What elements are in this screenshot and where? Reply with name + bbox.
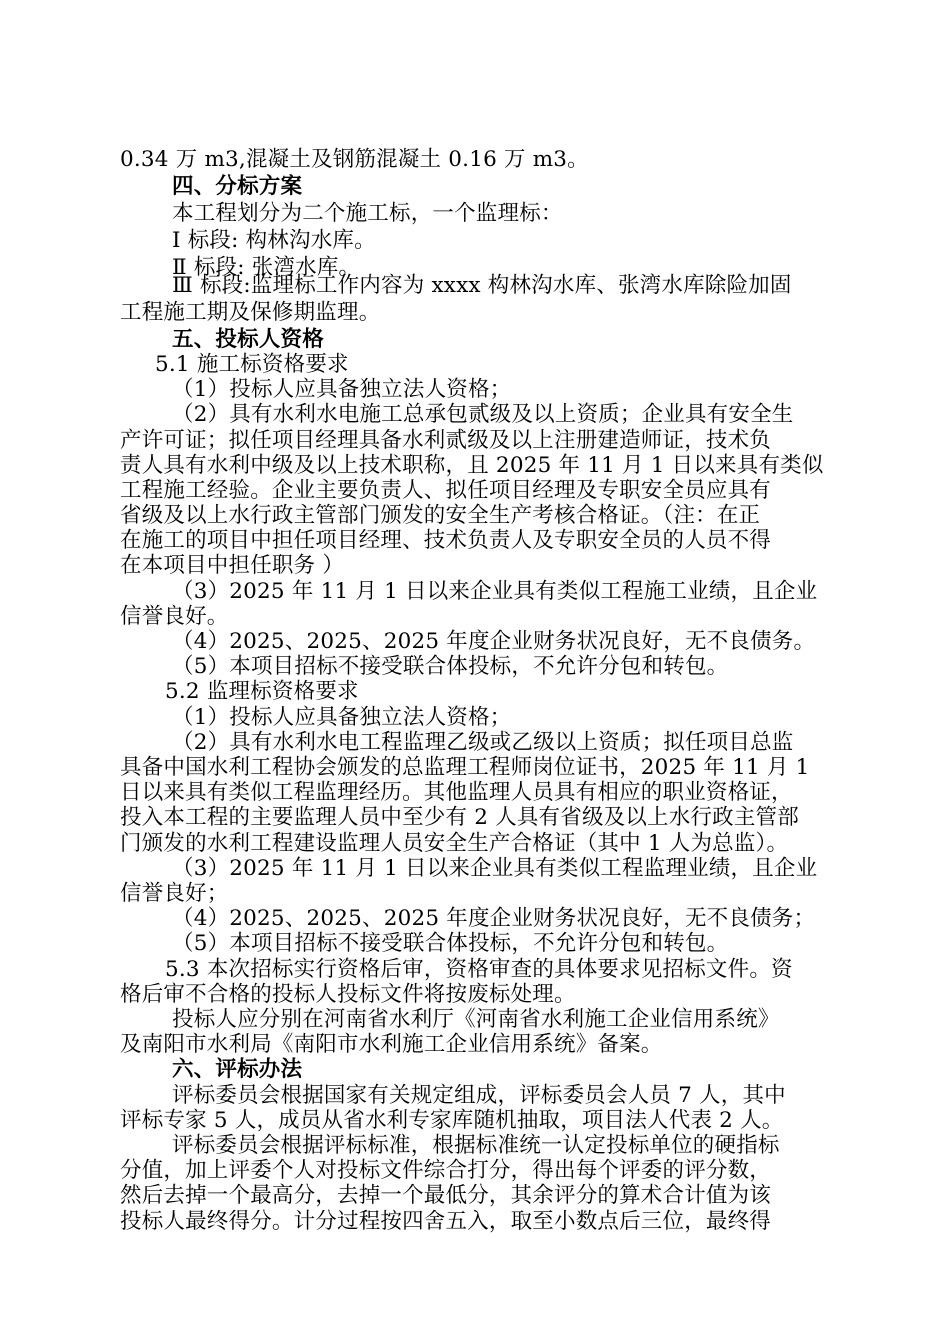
text-line: （2）具有水利水电工程监理乙级或乙级以上资质；拟任项目总监 (172, 730, 794, 755)
section-heading: 四、分标方案 (172, 174, 303, 199)
subsection-text: 5.3 本次招标实行资格后审，资格审查的具体要求见招标文件。资 (165, 957, 793, 982)
text-line: 日以来具有类似工程监理经历。其他监理人员具有相应的职业资格证， (120, 780, 793, 805)
text-line: （2）具有水利水电施工总承包贰级及以上资质；企业具有安全生 (172, 402, 794, 427)
text-line: Ⅲ 标段:监理标工作内容为 xxxx 构林沟水库、张湾水库除险加固 (172, 273, 792, 298)
text-line: 评标委员会根据评标标准，根据标准统一认定投标单位的硬指标 (172, 1133, 780, 1158)
text-line: 产许可证；拟任项目经理具备水利贰级及以上注册建造师证，技术负 (120, 428, 772, 453)
text-line: Ⅱ 标段: 张湾水库。 (172, 255, 361, 280)
text-line: 分值，加上评委个人对投标文件综合打分，得出每个评委的评分数， (120, 1158, 772, 1183)
text-line: 省级及以上水行政主管部门颁发的安全生产考核合格证。（注：在正 (120, 503, 761, 528)
text-line: 本工程划分为二个施工标，一个监理标： (172, 201, 563, 226)
text-line: （4）2025、2025、2025 年度企业财务状况良好，无不良债务。 (172, 629, 816, 654)
text-line: 0.34 万 m3,混凝土及钢筋混凝土 0.16 万 m3。 (120, 147, 589, 172)
text-line: 在本项目中担任职务 ） (120, 553, 345, 578)
text-line: 门颁发的水利工程建设监理人员安全生产合格证（其中 1 人为总监）。 (120, 831, 789, 856)
text-line: 信誉良好。 (120, 604, 229, 629)
text-line: 具备中国水利工程协会颁发的总监理工程师岗位证书，2025 年 11 月 1 (120, 755, 810, 780)
text-line: 投标人应分别在河南省水利厅《河南省水利施工企业信用系统》 (172, 1007, 780, 1032)
text-line: 责人具有水利中级及以上技术职称，且 2025 年 11 月 1 日以来具有类似 (120, 453, 824, 478)
text-line: （1）投标人应具备独立法人资格； (172, 377, 512, 402)
section-heading: 六、评标办法 (172, 1057, 303, 1082)
text-line: （1）投标人应具备独立法人资格； (172, 705, 512, 730)
text-line: 评标委员会根据国家有关规定组成，评标委员会人员 7 人，其中 (172, 1083, 786, 1108)
subsection-heading: 5.2 监理标资格要求 (165, 679, 359, 704)
text-line: 在施工的项目中担任项目经理、技术负责人及专职安全员的人员不得 (120, 528, 772, 553)
text-line: 信誉良好； (120, 881, 229, 906)
text-line: 然后去掉一个最高分，去掉一个最低分，其余评分的算术合计值为该 (120, 1183, 772, 1208)
subsection-heading: 5.1 施工标资格要求 (155, 352, 349, 377)
text-line: 投标人最终得分。计分过程按四舍五入，取至小数点后三位，最终得 (120, 1209, 772, 1234)
text-line: 投入本工程的主要监理人员中至少有 2 人具有省级及以上水行政主管部 (120, 805, 799, 830)
text-line: （4）2025、2025、2025 年度企业财务状况良好，无不良债务； (172, 906, 816, 931)
text-line: 评标专家 5 人，成员从省水利专家库随机抽取，项目法人代表 2 人。 (120, 1108, 784, 1133)
text-line: 及南阳市水利局《南阳市水利施工企业信用系统》备案。 (120, 1032, 663, 1057)
section-heading: 五、投标人资格 (172, 327, 324, 352)
text-line: （5）本项目招标不接受联合体投标，不允许分包和转包。 (172, 931, 729, 956)
text-line: 工程施工经验。企业主要负责人、拟任项目经理及专职安全员应具有 (120, 478, 772, 503)
text-line: （3）2025 年 11 月 1 日以来企业具有类似工程监理业绩，且企业 (172, 856, 818, 881)
text-line: （5）本项目招标不接受联合体投标，不允许分包和转包。 (172, 654, 729, 679)
text-line: 工程施工期及保修期监理。 (120, 300, 381, 325)
text-line: 格后审不合格的投标人投标文件将按废标处理。 (120, 982, 576, 1007)
text-line: （3）2025 年 11 月 1 日以来企业具有类似工程施工业绩，且企业 (172, 579, 818, 604)
text-line: Ⅰ 标段: 构林沟水库。 (172, 228, 376, 253)
